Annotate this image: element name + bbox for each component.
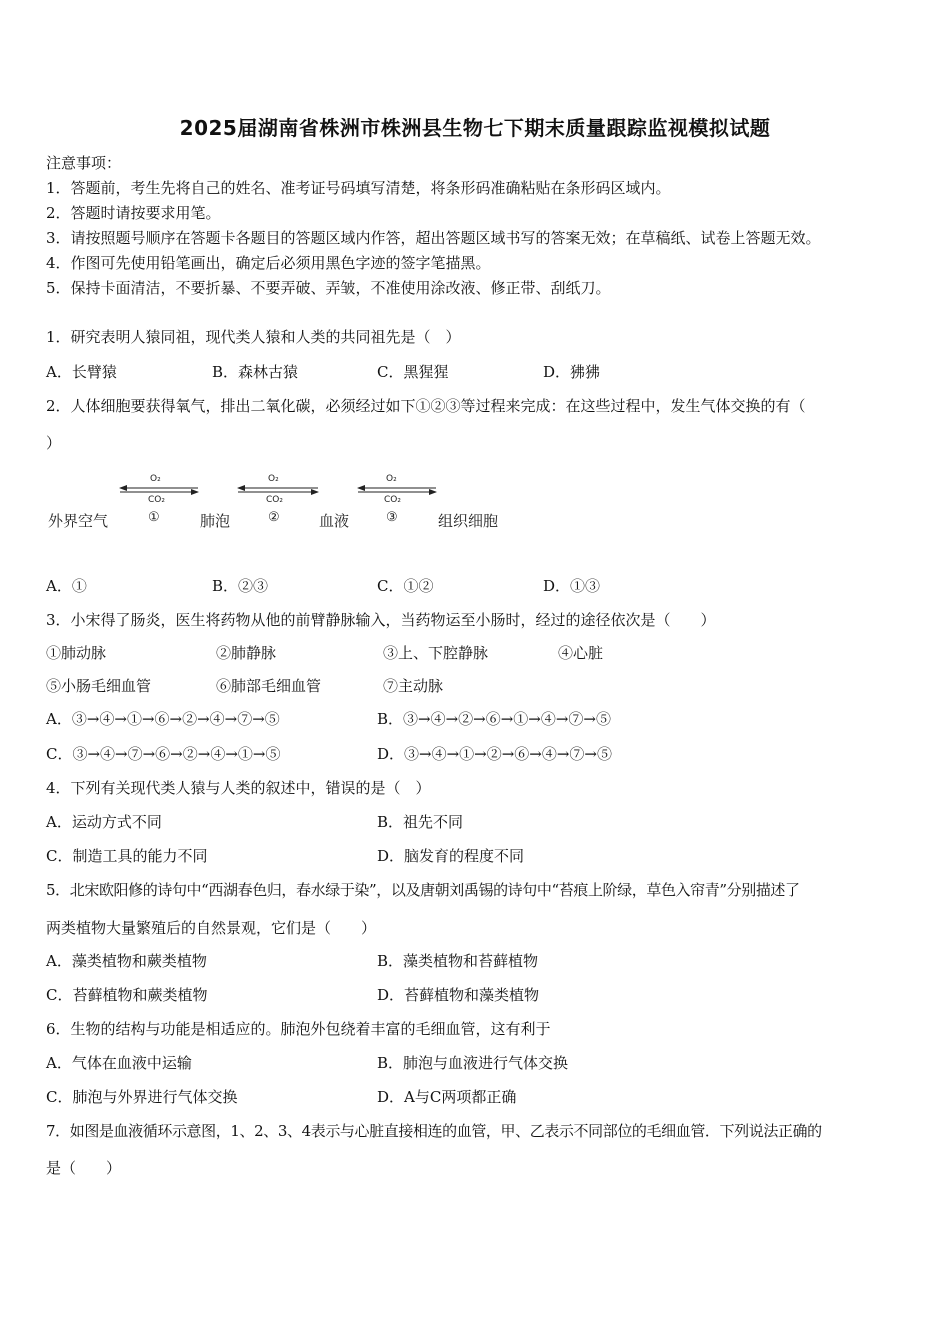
q2-option-b[interactable]: B．②③ (212, 577, 269, 595)
question-2-stem: 2．人体细胞要获得氧气，排出二氧化碳，必须经过如下①②③等过程来完成：在这些过程中，发生气体交换的有（ (46, 397, 806, 415)
q3-option-a[interactable]: A．③→④→①→⑥→②→④→⑦→⑤ (46, 710, 280, 728)
q3-item: ⑦主动脉 (383, 677, 444, 695)
q2-option-a[interactable]: A．① (46, 577, 87, 595)
q3-item: ①肺动脉 (46, 644, 107, 662)
q3-option-b[interactable]: B．③→④→②→⑥→①→④→⑦→⑤ (377, 710, 612, 728)
o2-label: O₂ (268, 474, 279, 484)
o2-label: O₂ (386, 474, 397, 484)
step-3: ③ (386, 510, 398, 525)
question-7-stem-cont: 是（ ） (46, 1159, 122, 1177)
q2-option-c[interactable]: C．①② (377, 577, 434, 595)
notice-item: 1．答题前，考生先将自己的姓名、准考证号码填写清楚，将条形码准确粘贴在条形码区域内。 (46, 179, 671, 197)
q1-option-b[interactable]: B．森林古猿 (212, 363, 299, 381)
q1-option-a[interactable]: A．长臂猿 (46, 363, 117, 381)
question-3-stem: 3．小宋得了肠炎，医生将药物从他的前臂静脉输入，当药物运至小肠时，经过的途径依次是（ ） (46, 611, 716, 629)
q5-option-c[interactable]: C．苔藓植物和蕨类植物 (46, 986, 208, 1004)
q3-item: ③上、下腔静脉 (383, 644, 489, 662)
q5-option-b[interactable]: B．藻类植物和苔藓植物 (377, 952, 539, 970)
q3-item: ⑤小肠毛细血管 (46, 677, 152, 695)
q4-option-b[interactable]: B．祖先不同 (377, 813, 464, 831)
question-7-stem: 7．如图是血液循环示意图，1、2、3、4表示与心脏直接相连的血管，甲、乙表示不同部位的毛细血管．下列说法正确的 (46, 1122, 822, 1140)
q6-option-a[interactable]: A．气体在血液中运输 (46, 1054, 192, 1072)
co2-label: CO₂ (266, 495, 283, 505)
q5-option-d[interactable]: D．苔藓植物和藻类植物 (377, 986, 540, 1004)
notice-item: 4．作图可先使用铅笔画出，确定后必须用黑色字迹的签字笔描黑。 (46, 254, 491, 272)
q1-option-c[interactable]: C．黑猩猩 (377, 363, 449, 381)
page-title: 2025届湖南省株洲市株洲县生物七下期末质量跟踪监视模拟试题 (179, 116, 771, 140)
question-6-stem: 6．生物的结构与功能是相适应的。肺泡外包绕着丰富的毛细血管，这有利于 (46, 1020, 551, 1038)
q3-option-d[interactable]: D．③→④→①→②→⑥→④→⑦→⑤ (377, 745, 613, 763)
q4-option-d[interactable]: D．脑发育的程度不同 (377, 847, 525, 865)
question-5-stem-cont: 两类植物大量繁殖后的自然景观，它们是（ ） (46, 919, 377, 937)
q3-item: ④心脏 (558, 644, 604, 662)
question-2-stem-cont: ） (46, 434, 62, 452)
node-tissue-cell: 组织细胞 (438, 512, 499, 530)
q4-option-c[interactable]: C．制造工具的能力不同 (46, 847, 208, 865)
gas-exchange-diagram (40, 468, 520, 538)
q5-option-a[interactable]: A．藻类植物和蕨类植物 (46, 952, 207, 970)
question-5-stem: 5．北宋欧阳修的诗句中“西湖春色归，春水绿于染”，以及唐朝刘禹锡的诗句中“苔痕上阶绿，草色入帘青”分别描述了 (46, 881, 800, 899)
question-4-stem: 4．下列有关现代类人猿与人类的叙述中，错误的是（ ） (46, 779, 431, 797)
notice-item: 3．请按照题号顺序在答题卡各题目的答题区域内作答，超出答题区域书写的答案无效；在草稿纸、试卷上答题无效。 (46, 229, 821, 247)
q2-option-d[interactable]: D．①③ (543, 577, 601, 595)
co2-label: CO₂ (148, 495, 165, 505)
q4-option-a[interactable]: A．运动方式不同 (46, 813, 162, 831)
notice-item: 2．答题时请按要求用笔。 (46, 204, 221, 222)
q1-option-d[interactable]: D．狒狒 (543, 363, 601, 381)
q6-option-c[interactable]: C．肺泡与外界进行气体交换 (46, 1088, 238, 1106)
notice-item: 5．保持卡面清洁，不要折暴、不要弄破、弄皱，不准使用涂改液、修正带、刮纸刀。 (46, 279, 611, 297)
q3-option-c[interactable]: C．③→④→⑦→⑥→②→④→①→⑤ (46, 745, 281, 763)
o2-label: O₂ (150, 474, 161, 484)
q6-option-b[interactable]: B．肺泡与血液进行气体交换 (377, 1054, 569, 1072)
step-2: ② (268, 510, 280, 525)
q3-item: ⑥肺部毛细血管 (216, 677, 322, 695)
node-alveolus: 肺泡 (200, 512, 231, 530)
q3-item: ②肺静脉 (216, 644, 277, 662)
step-1: ① (148, 510, 160, 525)
node-outside-air: 外界空气 (48, 512, 109, 530)
notice-heading: 注意事项： (46, 154, 122, 172)
question-1-stem: 1．研究表明人猿同祖，现代类人猿和人类的共同祖先是（ ） (46, 328, 461, 346)
q6-option-d[interactable]: D．A与C两项都正确 (377, 1088, 517, 1106)
co2-label: CO₂ (384, 495, 401, 505)
node-blood: 血液 (319, 512, 350, 530)
